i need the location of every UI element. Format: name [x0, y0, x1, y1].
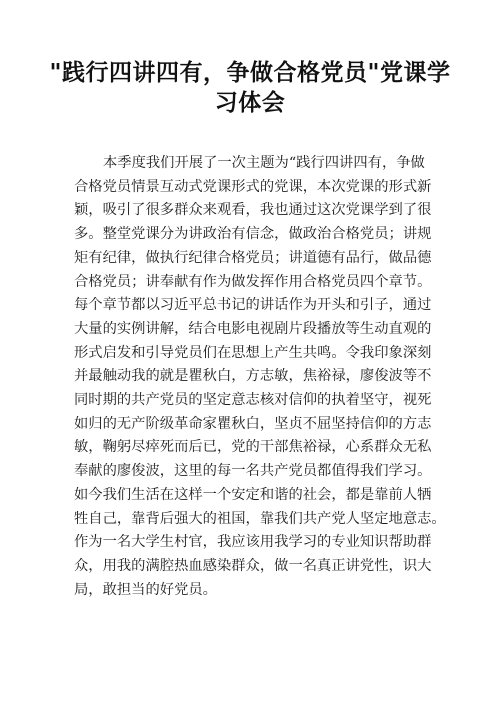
body-line: 并最触动我的就是瞿秋白，方志敏，焦裕禄，廖俊波等不 — [74, 368, 432, 385]
body-line: 如今我们生活在这样一个安定和谐的社会，都是靠前人牺 — [74, 486, 432, 503]
body-line: 敏，鞠躬尽瘁死而后已，党的干部焦裕禄，心系群众无私 — [74, 439, 432, 456]
body-line: 形式启发和引导党员们在思想上产生共鸣。令我印象深刻 — [74, 344, 432, 361]
body-line: 大量的实例讲解，结合电影电视剧片段播放等生动直观的 — [74, 320, 432, 337]
body-line: 合格党员；讲奉献有作为做发挥作用合格党员四个章节。 — [74, 273, 432, 290]
body-line: 牲自己，靠背后强大的祖国，靠我们共产党人坚定地意志。 — [74, 510, 446, 527]
title-line-2: 习体会 — [214, 89, 286, 116]
title-line-1: "践行四讲四有，争做合格党员"党课学 — [49, 59, 451, 86]
body-line: 众，用我的满腔热血感染群众，做一名真正讲党性，识大 — [74, 557, 432, 574]
body-line: 作为一名大学生村官，我应该用我学习的专业知识帮助群 — [74, 534, 432, 551]
body-line: 每个章节都以习近平总书记的讲话作为开头和引子，通过 — [74, 297, 432, 314]
body-line: 局，敢担当的好党员。 — [74, 581, 217, 598]
body-line: 同时期的共产党员的坚定意志核对信仰的执着坚守，视死 — [74, 392, 432, 409]
body-line: 颖，吸引了很多群众来观看，我也通过这次党课学到了很 — [74, 202, 432, 219]
body-line: 奉献的廖俊波，这里的每一名共产党员都值得我们学习。 — [74, 463, 432, 480]
body-line: 本季度我们开展了一次主题为“践行四讲四有，争做 — [103, 155, 425, 171]
document-title — [40, 58, 460, 118]
body-line: 合格党员情景互动式党课形式的党课，本次党课的形式新 — [74, 178, 432, 195]
body-paragraph — [74, 152, 446, 602]
body-line: 多。整堂党课分为讲政治有信念，做政治合格党员；讲规 — [74, 226, 432, 243]
body-line: 矩有纪律，做执行纪律合格党员；讲道德有品行，做品德 — [74, 249, 432, 266]
body-line: 如归的无产阶级革命家瞿秋白，坚贞不屈坚持信仰的方志 — [74, 415, 432, 432]
